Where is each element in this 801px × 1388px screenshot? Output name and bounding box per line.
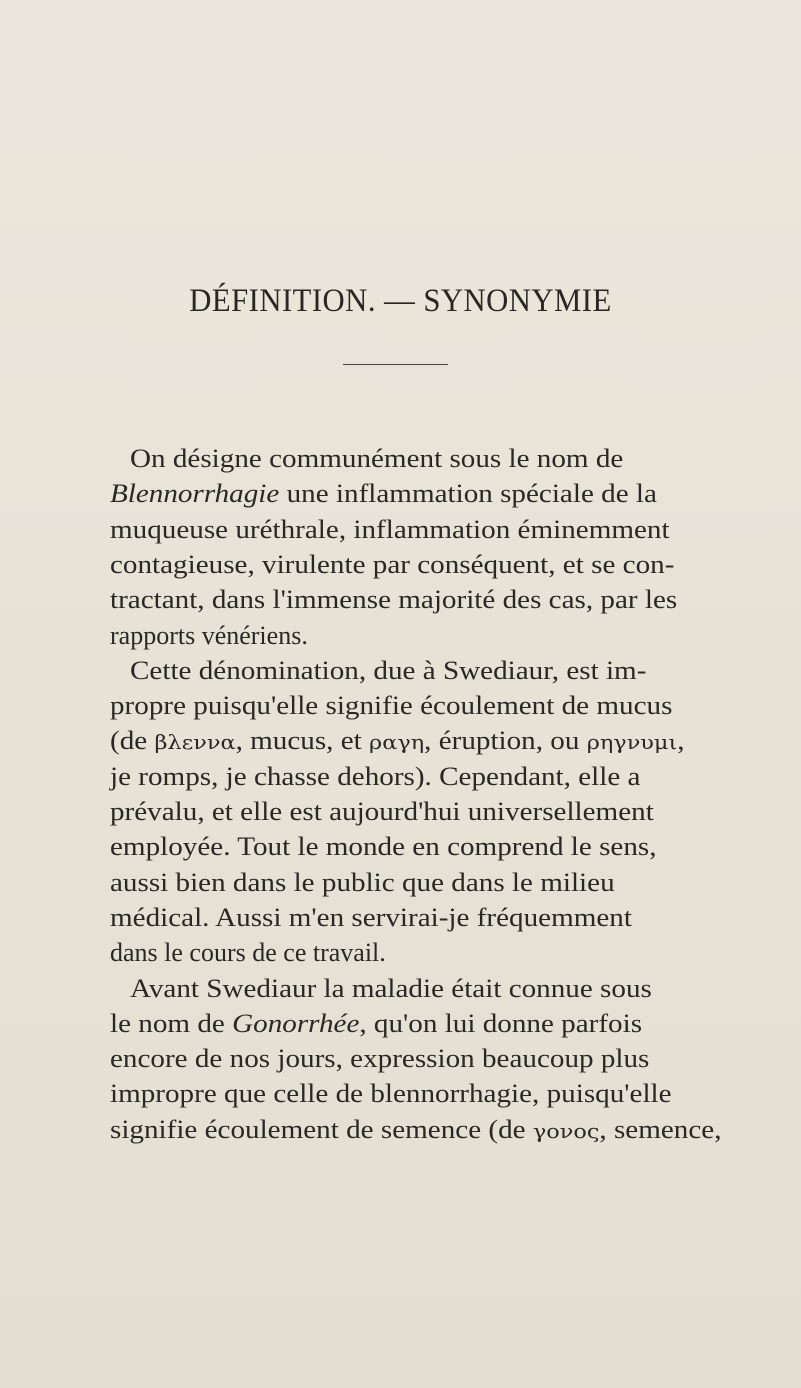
text-line bbox=[110, 829, 657, 865]
text-line bbox=[110, 935, 386, 971]
title-rule bbox=[343, 364, 448, 365]
text-segment: aussi bien dans le public que dans le milieu bbox=[110, 867, 615, 897]
greek-word: γονος bbox=[532, 1118, 600, 1143]
greek-word: ραγη bbox=[369, 730, 425, 755]
text-line bbox=[130, 971, 652, 1007]
text-line bbox=[110, 900, 632, 936]
text-segment: le nom de bbox=[110, 1008, 233, 1038]
text-segment: impropre que celle de blennorrhagie, puisqu'elle bbox=[110, 1079, 672, 1109]
text-segment: employée. Tout le monde en comprend le sens, bbox=[110, 832, 657, 862]
text-segment: , mucus, et bbox=[235, 726, 370, 756]
text-segment: , semence, bbox=[599, 1114, 722, 1144]
text-segment: dans le cours de ce travail. bbox=[110, 938, 386, 968]
text-segment: , qu'on lui donne parfois bbox=[359, 1008, 643, 1038]
text-line bbox=[110, 1112, 722, 1148]
text-line bbox=[110, 547, 674, 583]
text-line bbox=[110, 759, 640, 795]
text-segment: je romps, je chasse dehors). Cependant, elle a bbox=[110, 761, 641, 791]
text-line bbox=[110, 618, 308, 654]
text-line bbox=[110, 865, 615, 901]
text-line bbox=[130, 653, 646, 689]
text-segment: propre puisqu'elle signifie écoulement de mucus bbox=[110, 691, 673, 721]
text-segment: (de bbox=[110, 726, 155, 756]
text-line bbox=[110, 476, 657, 512]
text-line bbox=[110, 688, 672, 724]
greek-word: ρηγνυμι bbox=[586, 730, 678, 755]
text-segment: tractant, dans l'immense majorité des cas, par les bbox=[110, 585, 678, 615]
text-segment: médical. Aussi m'en servirai-je fréquemment bbox=[110, 902, 632, 932]
text-line bbox=[110, 1006, 642, 1042]
text-segment: muqueuse uréthrale, inflammation éminemment bbox=[110, 514, 670, 544]
greek-word: βλεννα bbox=[154, 730, 236, 755]
text-line bbox=[110, 1076, 672, 1112]
text-segment: signifie écoulement de semence (de bbox=[110, 1114, 533, 1144]
text-line bbox=[130, 441, 623, 477]
text-line bbox=[110, 794, 654, 830]
text-segment: une inflammation spéciale de la bbox=[279, 479, 657, 509]
text-segment: rapports vénériens. bbox=[110, 620, 308, 650]
chapter-title: DÉFINITION. — SYNONYMIE bbox=[189, 283, 612, 319]
italic-term: Blennorrhagie bbox=[110, 479, 280, 509]
text-line bbox=[110, 512, 670, 548]
text-segment: Avant Swediaur la maladie était connue sous bbox=[130, 973, 652, 1003]
text-segment: Cette dénomination, due à Swediaur, est im- bbox=[130, 655, 647, 685]
italic-term: Gonorrhée bbox=[232, 1008, 360, 1038]
text-line bbox=[110, 1041, 649, 1077]
text-segment: On désigne communément sous le nom de bbox=[130, 444, 624, 473]
text-line bbox=[110, 723, 685, 759]
text-segment: , bbox=[677, 726, 685, 756]
text-segment: prévalu, et elle est aujourd'hui universellement bbox=[110, 797, 654, 826]
text-segment: encore de nos jours, expression beaucoup plus bbox=[110, 1044, 650, 1074]
text-line bbox=[110, 582, 677, 618]
text-segment: , éruption, ou bbox=[424, 726, 587, 756]
text-segment: contagieuse, virulente par conséquent, et se con- bbox=[110, 549, 675, 579]
